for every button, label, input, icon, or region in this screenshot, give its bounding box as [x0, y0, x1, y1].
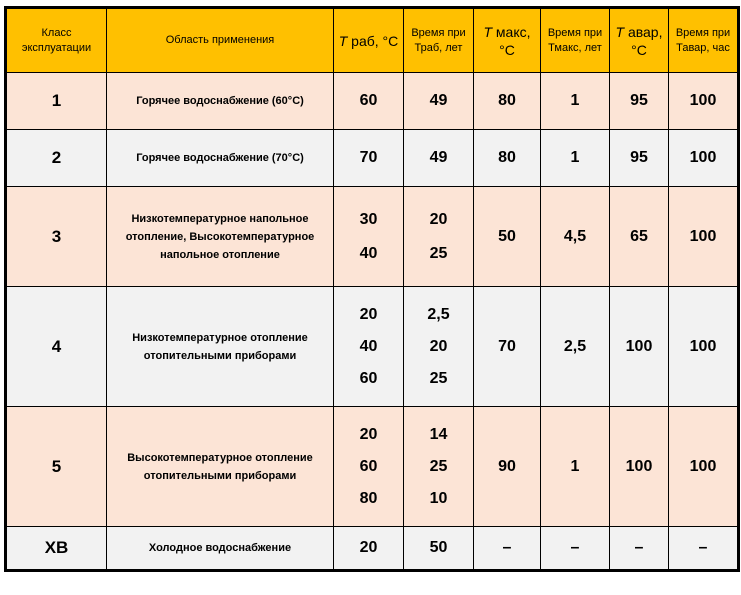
time-work-cell: 49	[404, 73, 474, 130]
header-time-work: Время при Траб, лет	[404, 8, 474, 73]
class-cell: ХВ	[6, 527, 107, 571]
t-emergency-cell: –	[610, 527, 669, 571]
time-work-value: 20	[429, 337, 448, 355]
t-work-cell: 60	[334, 73, 404, 130]
header-time-emergency: Время при Тавар, час	[669, 8, 739, 73]
t-emergency-cell: 95	[610, 73, 669, 130]
t-work-value: 60	[359, 369, 378, 387]
header-t-emergency: T авар, °C	[610, 8, 669, 73]
area-cell: Низкотемпературное напольное отопление, Высокотемпературное напольное отопление	[107, 187, 334, 287]
t-emergency-cell: 100	[610, 287, 669, 407]
t-work-value: 60	[359, 457, 378, 475]
time-work-value: 10	[429, 489, 448, 507]
header-class: Класс эксплуатации	[6, 8, 107, 73]
table-row	[6, 130, 739, 187]
t-work-cell	[334, 187, 404, 287]
t-max-cell: 80	[474, 130, 541, 187]
time-work-cell: 49	[404, 130, 474, 187]
time-emergency-cell: 100	[669, 407, 739, 527]
time-max-cell: 4,5	[541, 187, 610, 287]
t-max-cell: –	[474, 527, 541, 571]
table-row	[6, 287, 739, 407]
area-cell: Высокотемпературное отопление отопительными приборами	[107, 407, 334, 527]
time-max-cell: 1	[541, 73, 610, 130]
table-row	[6, 187, 739, 287]
time-work-cell	[404, 407, 474, 527]
time-work-value: 2,5	[427, 305, 450, 323]
t-work-cell	[334, 407, 404, 527]
t-work-value: 20	[359, 425, 378, 443]
time-max-cell: 1	[541, 407, 610, 527]
class-cell: 1	[6, 73, 107, 130]
t-emergency-cell: 100	[610, 407, 669, 527]
t-max-cell: 90	[474, 407, 541, 527]
area-cell: Горячее водоснабжение (60°C)	[107, 73, 334, 130]
time-work-value: 25	[429, 457, 448, 475]
class-cell: 4	[6, 287, 107, 407]
time-work-cell	[404, 187, 474, 287]
t-work-cell: 20	[334, 527, 404, 571]
t-work-value: 40	[359, 337, 378, 355]
time-work-value: 25	[429, 244, 448, 262]
time-emergency-cell: 100	[669, 130, 739, 187]
time-work-value: 20	[429, 210, 448, 228]
table-row	[6, 73, 739, 130]
time-work-value: 14	[429, 425, 448, 443]
t-work-cell	[334, 287, 404, 407]
time-emergency-cell: 100	[669, 187, 739, 287]
header-t-max: T макс, °C	[474, 8, 541, 73]
area-cell: Горячее водоснабжение (70°C)	[107, 130, 334, 187]
t-max-cell: 80	[474, 73, 541, 130]
t-max-cell: 70	[474, 287, 541, 407]
class-cell: 2	[6, 130, 107, 187]
header-area: Область применения	[107, 8, 334, 73]
time-work-cell	[404, 287, 474, 407]
time-max-cell: 2,5	[541, 287, 610, 407]
table-row	[6, 527, 739, 571]
t-work-value: 20	[359, 305, 378, 323]
time-emergency-cell: 100	[669, 73, 739, 130]
t-work-cell: 70	[334, 130, 404, 187]
t-work-value: 40	[359, 244, 378, 262]
header-row	[6, 8, 739, 73]
operating-classes-table	[4, 6, 740, 572]
table-row	[6, 407, 739, 527]
time-work-value: 25	[429, 369, 448, 387]
class-cell: 3	[6, 187, 107, 287]
time-emergency-cell: –	[669, 527, 739, 571]
time-work-cell: 50	[404, 527, 474, 571]
header-t-work: T раб, °C	[334, 8, 404, 73]
time-emergency-cell: 100	[669, 287, 739, 407]
time-max-cell: 1	[541, 130, 610, 187]
area-cell: Холодное водоснабжение	[107, 527, 334, 571]
t-emergency-cell: 65	[610, 187, 669, 287]
class-cell: 5	[6, 407, 107, 527]
area-cell: Низкотемпературное отопление отопительными приборами	[107, 287, 334, 407]
t-work-value: 30	[359, 210, 378, 228]
operating-classes-table-wrapper	[4, 6, 740, 572]
header-time-max: Время при Тмакс, лет	[541, 8, 610, 73]
t-max-cell: 50	[474, 187, 541, 287]
t-emergency-cell: 95	[610, 130, 669, 187]
time-max-cell: –	[541, 527, 610, 571]
t-work-value: 80	[359, 489, 378, 507]
